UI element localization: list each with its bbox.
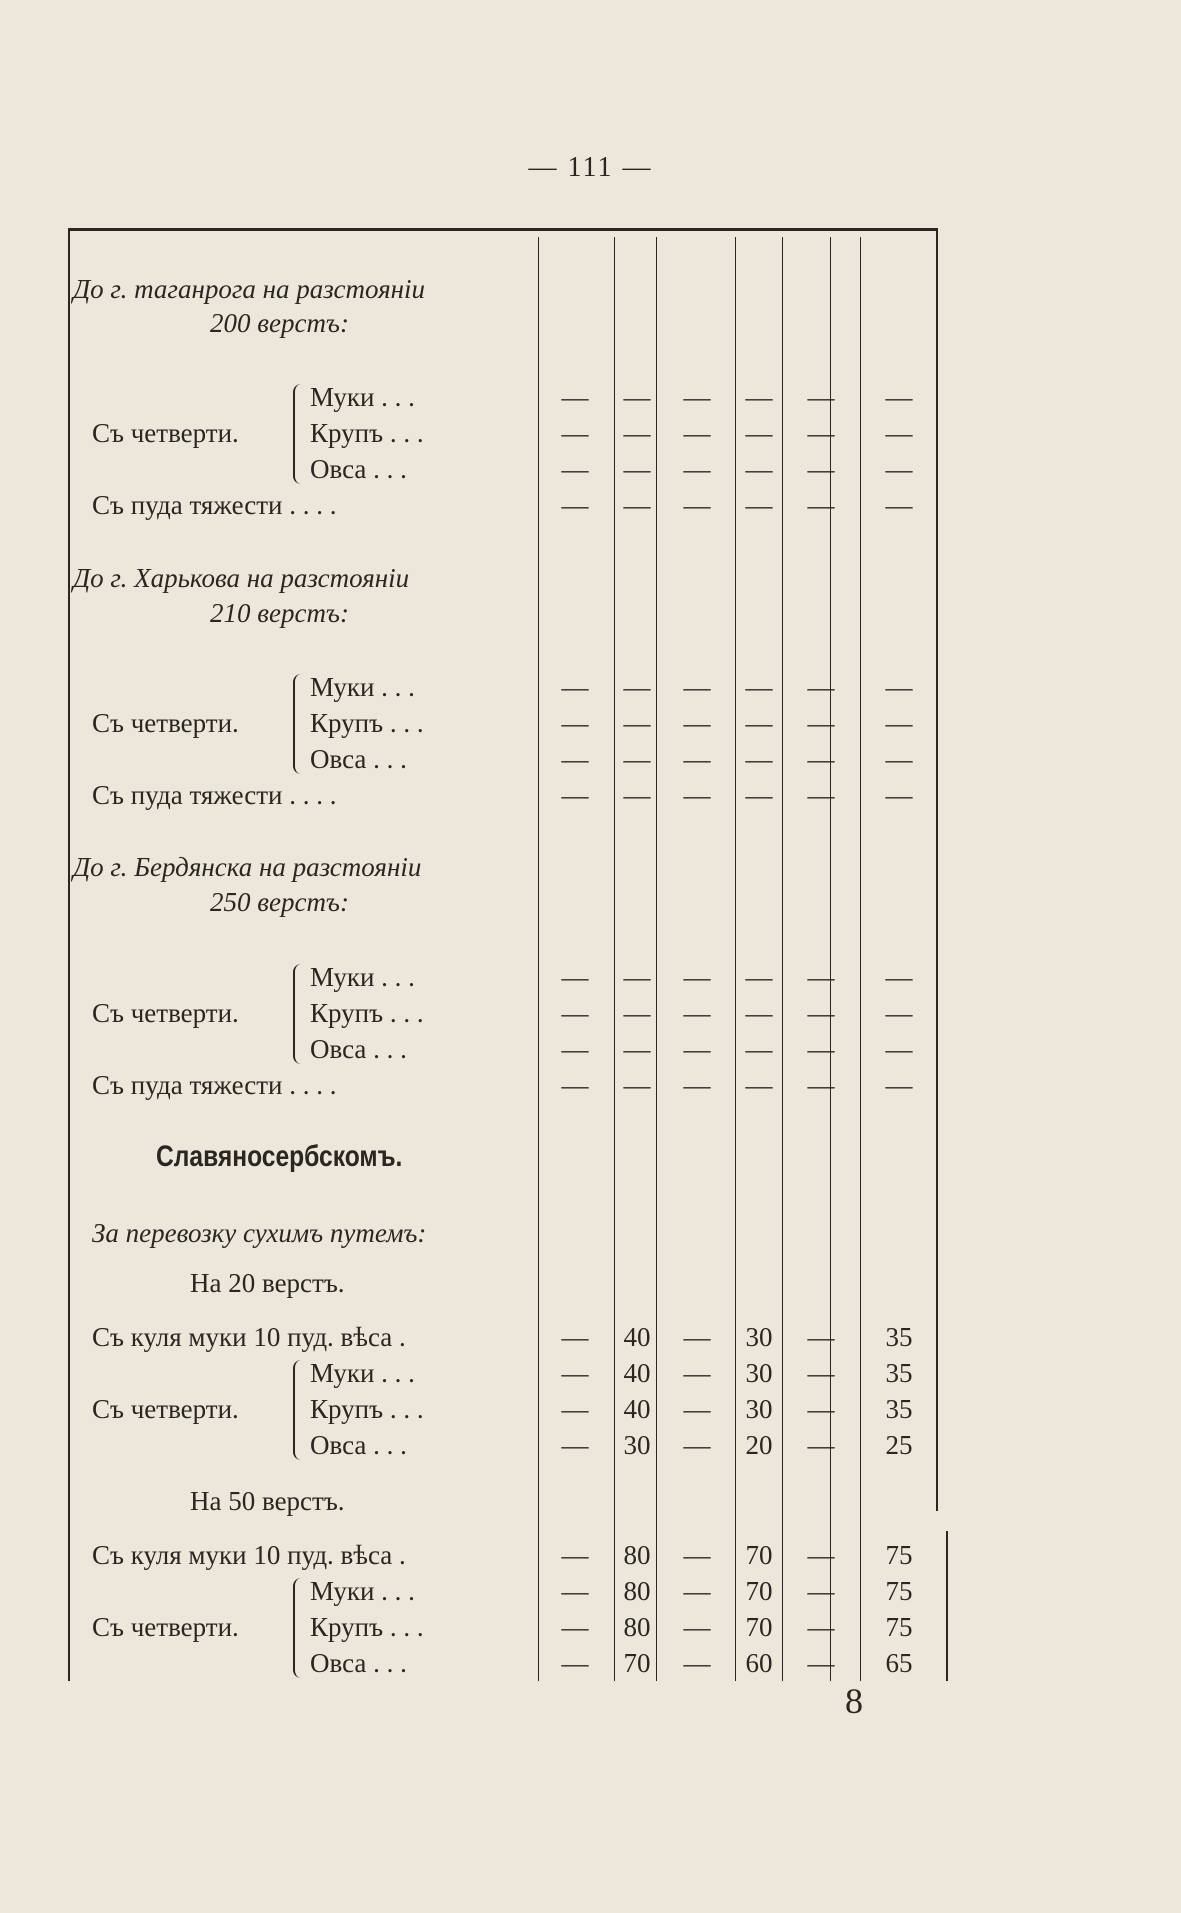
cell: — [561, 1612, 589, 1642]
cell: — [807, 1070, 835, 1100]
row-label: Муки . . . [310, 1576, 415, 1606]
cell: — [807, 780, 835, 810]
cell: 70 [745, 1540, 773, 1570]
cell: — [561, 418, 589, 448]
cell: — [807, 454, 835, 484]
cell: — [807, 1034, 835, 1064]
cell: — [807, 744, 835, 774]
cell: 30 [745, 1394, 773, 1424]
row-label: Съ четверти. [92, 418, 239, 448]
cell: — [745, 454, 773, 484]
row-label: Съ пуда тяжести . . . . [92, 490, 337, 520]
cell: — [561, 962, 589, 992]
cell: 30 [623, 1430, 651, 1460]
cell: — [623, 998, 651, 1028]
cell: — [623, 708, 651, 738]
cell: — [683, 780, 711, 810]
cell: — [561, 1430, 589, 1460]
row-label: Съ куля муки 10 пуд. вѣса . [92, 1322, 406, 1352]
cell: — [561, 1322, 589, 1352]
cell: — [561, 744, 589, 774]
row-label: Овса . . . [310, 454, 407, 484]
cell: — [885, 1034, 913, 1064]
cell: — [683, 1612, 711, 1642]
cell: — [885, 708, 913, 738]
cell: 70 [745, 1576, 773, 1606]
brace [293, 964, 303, 1064]
cell: — [561, 1034, 589, 1064]
row-label: Крупъ . . . [310, 1612, 424, 1642]
cell: — [885, 490, 913, 520]
subsection-heading: За перевозку сухимъ путемъ: [92, 1218, 427, 1248]
cell: — [561, 1358, 589, 1388]
cell: — [807, 672, 835, 702]
brace [293, 1360, 303, 1460]
cell: — [561, 1394, 589, 1424]
brace [293, 674, 303, 774]
table-row [0, 1356, 1181, 1390]
table-row [0, 778, 1181, 812]
cell: — [683, 962, 711, 992]
cell: — [745, 962, 773, 992]
cell: 35 [885, 1358, 913, 1388]
brace [293, 384, 303, 484]
cell: — [623, 418, 651, 448]
cell: 30 [745, 1358, 773, 1388]
cell: — [683, 1540, 711, 1570]
table-row [0, 960, 1181, 994]
cell: 40 [623, 1322, 651, 1352]
cell: 35 [885, 1322, 913, 1352]
cell: — [745, 382, 773, 412]
cell: — [745, 490, 773, 520]
cell: — [807, 1612, 835, 1642]
cell: — [623, 962, 651, 992]
cell: — [683, 1070, 711, 1100]
row-label: Муки . . . [310, 1358, 415, 1388]
cell: — [683, 382, 711, 412]
row-label: Крупъ . . . [310, 998, 424, 1028]
cell: 20 [745, 1430, 773, 1460]
row-label: Муки . . . [310, 962, 415, 992]
cell: 40 [623, 1394, 651, 1424]
page-number: — 111 — [528, 152, 653, 183]
row-label: Съ куля муки 10 пуд. вѣса . [92, 1540, 406, 1570]
cell: — [561, 1576, 589, 1606]
cell: — [885, 962, 913, 992]
section-heading-taganrog: До г. таганрога на разстояніи [73, 274, 426, 304]
brace [293, 1578, 303, 1678]
section-heading-kharkov: До г. Харькова на разстояніи [73, 563, 410, 593]
cell: — [807, 962, 835, 992]
cell: — [623, 780, 651, 810]
section-distance-kharkov: 210 верстъ: [210, 598, 349, 628]
cell: — [807, 382, 835, 412]
table-row [0, 1646, 1181, 1680]
table-row [0, 1032, 1181, 1066]
row-label: Овса . . . [310, 744, 407, 774]
cell: 75 [885, 1576, 913, 1606]
cell: — [623, 490, 651, 520]
row-label: Овса . . . [310, 1034, 407, 1064]
row-label: Овса . . . [310, 1430, 407, 1460]
row-label: Съ четверти. [92, 1612, 239, 1642]
row-label: Крупъ . . . [310, 708, 424, 738]
cell: 60 [745, 1648, 773, 1678]
cell: — [807, 1648, 835, 1678]
cell: — [623, 382, 651, 412]
table-row [0, 742, 1181, 776]
cell: — [623, 672, 651, 702]
row-label: Крупъ . . . [310, 1394, 424, 1424]
table-row [0, 1574, 1181, 1608]
cell: — [683, 708, 711, 738]
cell: — [623, 454, 651, 484]
row-label: Съ пуда тяжести . . . . [92, 1070, 337, 1100]
cell: — [623, 1070, 651, 1100]
row-label: Съ четверти. [92, 1394, 239, 1424]
table-row [0, 1538, 1181, 1572]
cell: — [745, 672, 773, 702]
cell: — [885, 998, 913, 1028]
cell: — [561, 382, 589, 412]
cell: — [885, 418, 913, 448]
row-label: Овса . . . [310, 1648, 407, 1678]
table-row [0, 1392, 1181, 1426]
row-label: Съ четверти. [92, 998, 239, 1028]
cell: 75 [885, 1540, 913, 1570]
table-row [0, 416, 1181, 450]
section-distance-taganrog: 200 верстъ: [210, 308, 349, 338]
cell: — [745, 780, 773, 810]
cell: 65 [885, 1648, 913, 1678]
table-row [0, 1320, 1181, 1354]
cell: — [561, 1070, 589, 1100]
distance-heading-50: На 50 верстъ. [190, 1486, 345, 1516]
cell: — [885, 744, 913, 774]
table-row [0, 380, 1181, 414]
cell: — [807, 1576, 835, 1606]
row-label: Крупъ . . . [310, 418, 424, 448]
table-row [0, 706, 1181, 740]
cell: — [745, 708, 773, 738]
cell: 80 [623, 1576, 651, 1606]
signature-mark: 8 [845, 1681, 863, 1721]
table-row [0, 452, 1181, 486]
section-heading-berdyansk: До г. Бердянска на разстояніи [73, 852, 422, 882]
table-row [0, 996, 1181, 1030]
cell: — [745, 744, 773, 774]
row-label: Муки . . . [310, 382, 415, 412]
cell: 30 [745, 1322, 773, 1352]
cell: — [807, 418, 835, 448]
cell: 70 [623, 1648, 651, 1678]
cell: — [683, 672, 711, 702]
cell: — [623, 1034, 651, 1064]
cell: — [807, 1358, 835, 1388]
cell: — [561, 672, 589, 702]
cell: — [807, 998, 835, 1028]
cell: — [561, 780, 589, 810]
cell: — [683, 1322, 711, 1352]
row-label: Муки . . . [310, 672, 415, 702]
cell: — [561, 1540, 589, 1570]
cell: — [807, 490, 835, 520]
section-distance-berdyansk: 250 верстъ: [210, 887, 349, 917]
cell: — [561, 1648, 589, 1678]
cell: 80 [623, 1540, 651, 1570]
cell: — [683, 490, 711, 520]
cell: — [561, 708, 589, 738]
cell: — [683, 418, 711, 448]
row-label: Съ пуда тяжести . . . . [92, 780, 337, 810]
cell: — [807, 1540, 835, 1570]
cell: — [885, 454, 913, 484]
table-row [0, 1610, 1181, 1644]
cell: — [683, 744, 711, 774]
cell: — [683, 1358, 711, 1388]
cell: — [561, 998, 589, 1028]
section-title-slavyanoserbsk: Славяносербскомъ. [156, 1140, 403, 1173]
cell: — [807, 1430, 835, 1460]
cell: — [885, 780, 913, 810]
cell: — [807, 1394, 835, 1424]
cell: 35 [885, 1394, 913, 1424]
cell: — [561, 454, 589, 484]
distance-heading-20: На 20 верстъ. [190, 1268, 345, 1298]
cell: — [885, 672, 913, 702]
cell: — [683, 1576, 711, 1606]
cell: — [885, 382, 913, 412]
cell: — [683, 1394, 711, 1424]
cell: — [745, 998, 773, 1028]
cell: — [683, 454, 711, 484]
cell: — [683, 1648, 711, 1678]
cell: 40 [623, 1358, 651, 1388]
cell: — [683, 1430, 711, 1460]
table-row [0, 1068, 1181, 1102]
table-row [0, 670, 1181, 704]
cell: — [745, 1034, 773, 1064]
cell: 25 [885, 1430, 913, 1460]
table-row [0, 488, 1181, 522]
cell: — [683, 998, 711, 1028]
cell: — [623, 744, 651, 774]
cell: — [807, 1322, 835, 1352]
cell: — [807, 708, 835, 738]
cell: — [885, 1070, 913, 1100]
cell: 80 [623, 1612, 651, 1642]
cell: — [683, 1034, 711, 1064]
row-label: Съ четверти. [92, 708, 239, 738]
cell: — [745, 1070, 773, 1100]
cell: 70 [745, 1612, 773, 1642]
cell: — [561, 490, 589, 520]
cell: — [745, 418, 773, 448]
cell: 75 [885, 1612, 913, 1642]
table-row [0, 1428, 1181, 1462]
